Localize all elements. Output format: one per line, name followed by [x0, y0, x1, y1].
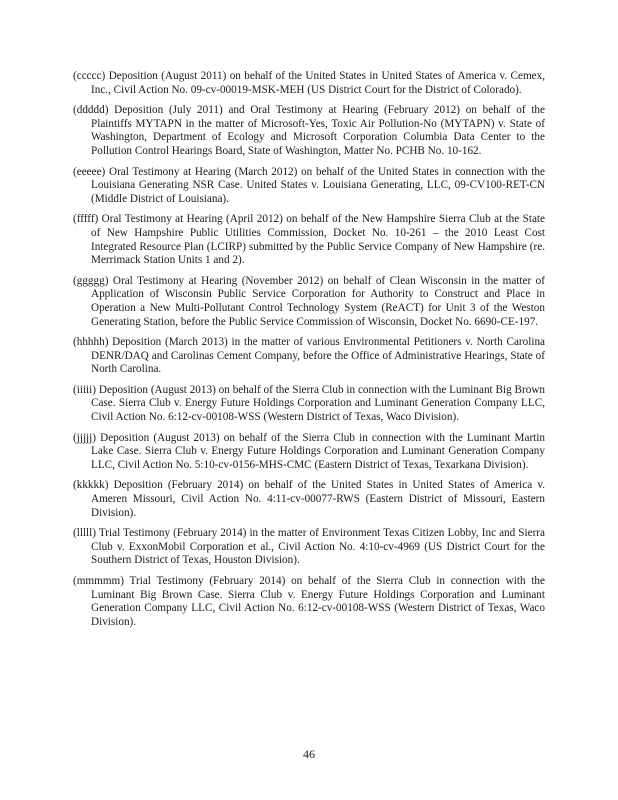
entry-text: Deposition (August 2011) on behalf of the United States in United States of America v. Cemex, Inc., Civil Action No. 09-cv-00019-MSK-MEH (US District Court for the District of Colorado). [91, 70, 546, 96]
entry-text: Deposition (March 2013) in the matter of various Environmental Petitioners v. North Carolina DENR/DAQ and Carolinas Cement Company, before the Office of Administrative Hearings, State of North Carolina. [91, 336, 546, 376]
entry-label: (fffff) [73, 213, 102, 226]
list-item [73, 275, 545, 329]
entry-label: (ddddd) [73, 104, 115, 117]
list-item [73, 104, 545, 158]
list-item [73, 432, 545, 473]
entry-text: Oral Testimony at Hearing (March 2012) on behalf of the United States in connection with the Louisiana Generating NSR Case. United States v. Louisiana Generating, LLC, 09-CV100-RET-CN (Middle District of Louisiana). [91, 165, 545, 205]
entry-label: (ggggg) [73, 274, 113, 287]
entry-label: (ccccc) [73, 70, 109, 82]
entry-label: (iiiii) [73, 383, 99, 396]
list-item [73, 575, 545, 629]
page-number: 46 [303, 747, 315, 761]
entry-label: (kkkkk) [73, 479, 114, 492]
entry-label: (lllll) [73, 527, 99, 540]
entry-text: Deposition (February 2014) on behalf of the United States in United States of America v. Ameren Missouri, Civil Action No. 4:11-cv-00077-RWS (Eastern District of Missouri, Eastern Division). [91, 479, 546, 519]
entry-text: Oral Testimony at Hearing (November 2012) on behalf of Clean Wisconsin in the matter of Application of Wisconsin Public Service Corporation for Authority to Construct and Place in Operation a New Multi-Pollutant Control Technology System (ReACT) for Unit 3 of the Weston Generating Station, before the Public Service Commission of Wisconsin, Docket No. 6690-CE-197. [91, 274, 545, 328]
list-item [73, 479, 545, 520]
list-item [73, 527, 545, 568]
entry-label: (hhhhh) [73, 336, 113, 349]
entry-text: Deposition (August 2013) on behalf of the Sierra Club in connection with the Luminant Martin Lake Case. Sierra Club v. Energy Future Holdings Corporation and Luminant Generation Company LLC, Civil Action No. 5:10-cv-0156-MHS-CMC (Eastern District of Texas, Texarkana Division). [91, 431, 545, 471]
entry-label: (jjjjj) [73, 431, 101, 444]
entry-text: Trial Testimony (February 2014) on behalf of the Sierra Club in connection with the Luminant Big Brown Case. Sierra Club v. Energy Future Holdings Corporation and Luminant Generation Company LLC, Civil Action No. 6:12-cv-00108-WSS (Western District of Texas, Waco Division). [91, 575, 545, 628]
entry-text: Deposition (July 2011) and Oral Testimony at Hearing (February 2012) on behalf of the Plaintiffs MYTAPN in the matter of Microsoft-Yes, Toxic Air Pollution-No (MYTAPN) v. State of Washington, Department of Ecology and Microsoft Corporation Columbia Data Center to the Pollution Control Hearings Board, State of Washington, Matter No. PCHB No. 10-162. [91, 104, 545, 157]
entry-text: Deposition (August 2013) on behalf of the Sierra Club in connection with the Luminant Big Brown Case. Sierra Club v. Energy Future Holdings Corporation and Luminant Generation Company LLC, Civil Action No. 6:12-cv-00108-WSS (Western District of Texas, Waco Division). [91, 383, 545, 424]
entry-label: (mmmmm) [73, 575, 130, 587]
list-item [73, 166, 545, 207]
list-item [73, 336, 545, 377]
entry-text: Trial Testimony (February 2014) in the matter of Environment Texas Citizen Lobby, Inc and Sierra Club v. ExxonMobil Corporation et al., Civil Action No. 4:10-cv-4969 (US District Court for the Southern District of Texas, Houston Division). [91, 527, 545, 567]
entry-label: (eeeee) [73, 165, 109, 178]
entry-text: Oral Testimony at Hearing (April 2012) on behalf of the New Hampshire Sierra Club at the State of New Hampshire Public Utilities Commission, Docket No. 10-261 – the 2010 Least Cost Integrated Resource Plan (LCIRP) submitted by the Public Service Company of New Hampshire (re. Merrimack Station Units 1 and 2). [91, 213, 545, 267]
list-item [73, 70, 545, 97]
testimony-list [73, 70, 545, 636]
list-item [73, 213, 545, 267]
list-item [73, 384, 545, 425]
